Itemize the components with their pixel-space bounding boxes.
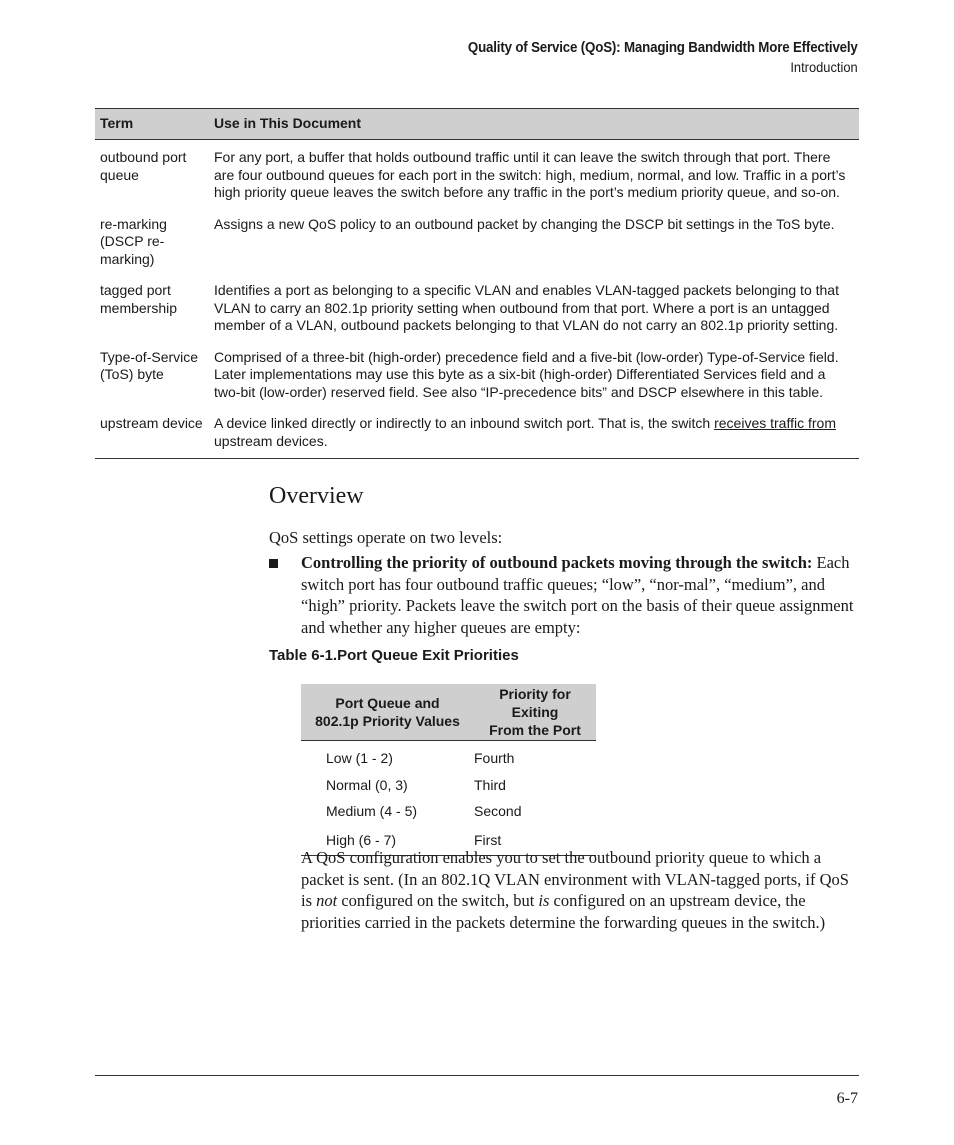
table-row xyxy=(95,209,859,276)
queue-column-header: Port Queue and 802.1p Priority Values xyxy=(301,684,474,741)
table-row xyxy=(95,408,859,459)
bullet-item xyxy=(269,552,859,638)
definition-cell: Identifies a port as belonging to a specific VLAN and enables VLAN-tagged packets belonging to that VLAN to carry an 802.1p priority setting when outbound from that port. Where a port is an untagged member of a VLAN, outbound packets belonging to that VLAN do not carry an 802.1p priority setting. xyxy=(214,282,839,333)
definition-cell: Comprised of a three-bit (high-order) precedence field and a five-bit (low-order) Type-of-Service field. Later implementations may use this byte as a six-bit (high-order) Differentiated Services field and a two-bit (low-order) reserved field. See also “IP-precedence bits” and DSCP elsewhere in this table. xyxy=(214,348,839,400)
priority-column-header: Priority for Exiting From the Port xyxy=(474,684,596,741)
definition-cell xyxy=(209,408,859,459)
terms-table xyxy=(95,108,859,459)
header-subtitle: Introduction xyxy=(790,59,858,75)
table-row xyxy=(301,741,596,772)
square-bullet-icon xyxy=(269,559,278,568)
term-cell: re-marking (DSCP re-marking) xyxy=(100,215,167,267)
term-cell: outbound port queue xyxy=(100,149,187,183)
priority-cell: Fourth xyxy=(474,750,515,767)
term-column-header: Term xyxy=(95,109,209,140)
definition-text: A device linked directly or indirectly to an inbound switch port. That is, the switch xyxy=(214,415,715,431)
priority-cell: Second xyxy=(474,803,522,820)
footer-divider xyxy=(95,1075,859,1076)
port-queue-table xyxy=(301,684,596,856)
table-row xyxy=(95,275,859,342)
intro-text: QoS settings operate on two levels: xyxy=(269,528,503,547)
page-number: 6-7 xyxy=(836,1090,858,1107)
underlined-phrase: receives traffic from xyxy=(714,415,836,431)
bullet-body: Each switch port has four outbound traffic queues; “low”, “nor-mal”, “medium”, and “high” priority. Packets leave the switch port on the basis of their queue assignment and whether any higher queues are empty: xyxy=(301,553,854,637)
term-cell: upstream device xyxy=(95,408,209,459)
table-row xyxy=(301,798,596,825)
priority-cell: First xyxy=(474,825,596,856)
queue-cell: Medium (4 - 5) xyxy=(326,803,418,820)
terms-table-header xyxy=(95,109,859,140)
bullet-text xyxy=(301,552,859,638)
section-heading: Overview xyxy=(269,483,364,509)
term-cell: tagged port membership xyxy=(100,282,178,316)
table-caption: Table 6-1.Port Queue Exit Priorities xyxy=(269,647,519,664)
priority-cell: Third xyxy=(474,776,506,793)
usage-column-header: Use in This Document xyxy=(209,109,859,140)
table-row xyxy=(95,140,859,209)
port-table-header xyxy=(301,684,596,741)
running-header xyxy=(434,40,858,75)
queue-cell: Normal (0, 3) xyxy=(326,776,408,793)
emphasis-is: is xyxy=(538,891,550,910)
header-title: Quality of Service (QoS): Managing Bandwidth More Effectively xyxy=(468,40,858,56)
definition-cell: For any port, a buffer that holds outbound traffic until it can leave the switch through that port. There are four outbound queues for each port in the switch: high, medium, normal, and low. Traffic in a port’s high priority queue leaves the switch before any traffic in the port’s medium priority queue, and so-on. xyxy=(214,149,846,200)
bullet-lead: Controlling the priority of outbound packets moving through the switch: xyxy=(301,553,813,572)
definition-text: upstream devices. xyxy=(214,432,328,449)
term-cell: Type-of-Service (ToS) byte xyxy=(100,348,199,382)
definition-cell: Assigns a new QoS policy to an outbound packet by changing the DSCP bit settings in the ToS byte. xyxy=(214,215,835,232)
body-paragraph: A QoS configuration enables you to set the outbound priority queue to which a packet is sent. (In an 802.1Q VLAN environment with VLAN-tagged ports, if QoS is not configured on the switch, but is configured on an upstream device, the priorities carried in the packets determine the forwarding queues in the switch.) xyxy=(301,848,849,932)
table-row xyxy=(301,772,596,799)
queue-cell: Low (1 - 2) xyxy=(326,750,393,767)
emphasis-not: not xyxy=(316,891,338,910)
queue-cell: High (6 - 7) xyxy=(301,825,474,856)
table-row xyxy=(95,342,859,409)
